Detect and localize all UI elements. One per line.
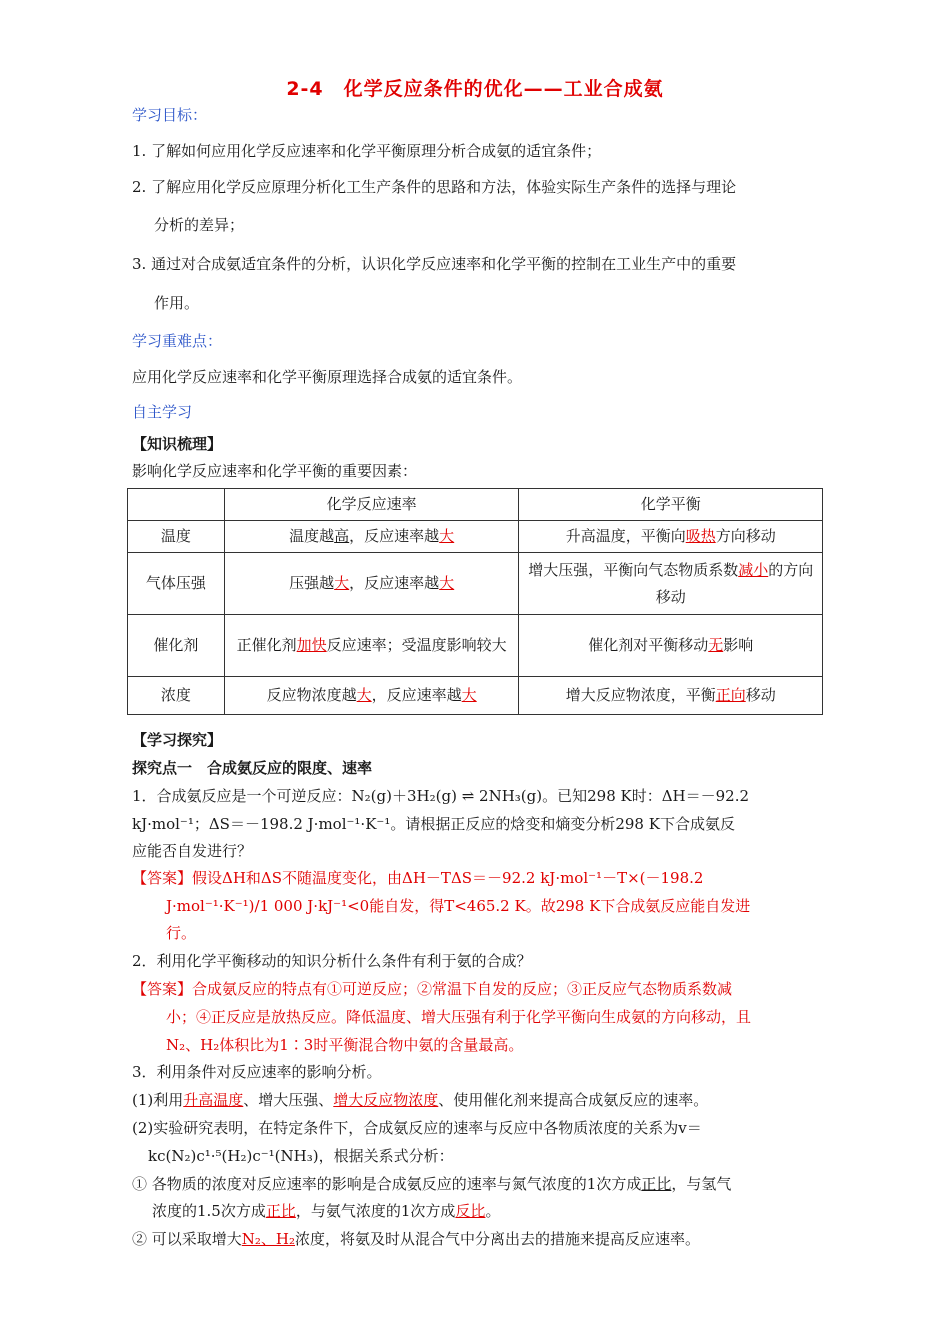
factor-cell: 温度	[128, 521, 225, 553]
table-row	[128, 553, 823, 615]
answer-1-cont: J·mol⁻¹·K⁻¹)/1 000 J·kJ⁻¹<0能自发，得T<465.2 K。故298 K下合成氨反应能自发进	[166, 897, 751, 915]
objective-3: 3. 通过对合成氨适宜条件的分析，认识化学反应速率和化学平衡的控制在工业生产中的重要	[132, 255, 737, 273]
answer-2: 【答案】合成氨反应的特点有①可逆反应；②常温下自发的反应；③正反应气态物质系数减	[132, 980, 733, 998]
answer-2-cont: N₂、H₂体积比为1∶3时平衡混合物中氨的含量最高。	[166, 1036, 524, 1054]
table-header-row	[128, 489, 823, 521]
knowledge-heading: 【知识梳理】	[132, 435, 223, 453]
answer-1-cont: 行。	[166, 924, 197, 942]
rate-cell: 压强越大，反应速率越大	[224, 553, 519, 615]
factor-cell: 催化剂	[128, 615, 225, 677]
table-intro: 影响化学反应速率和化学平衡的重要因素：	[132, 462, 418, 480]
conclusion-1-cont: 浓度的1.5次方成正比，与氨气浓度的1次方成反比。	[152, 1202, 501, 1220]
question-1-cont: kJ·mol⁻¹；ΔS＝－198.2 J·mol⁻¹·K⁻¹。请根据正反应的焓变和熵变分析298 K下合成氨反	[132, 815, 735, 833]
table-row	[128, 615, 823, 677]
answer-1: 【答案】假设ΔH和ΔS不随温度变化，由ΔH－TΔS＝－92.2 kJ·mol⁻¹－T×(－198.2	[132, 869, 704, 887]
table-header-cell	[128, 489, 225, 521]
objective-2-cont: 分析的差异；	[154, 216, 245, 234]
objectives-heading: 学习目标：	[132, 106, 208, 124]
question-3-2: (2)实验研究表明，在特定条件下，合成氨反应的速率与反应中各物质浓度的关系为v＝	[132, 1119, 702, 1137]
factor-cell: 气体压强	[128, 553, 225, 615]
rate-cell: 反应物浓度越大，反应速率越大	[224, 677, 519, 715]
conclusion-2: ② 可以采取增大N₂、H₂浓度，将氨及时从混合气中分离出去的措施来提高反应速率。	[132, 1230, 701, 1248]
question-2: 2．利用化学平衡移动的知识分析什么条件有利于氨的合成？	[132, 952, 532, 970]
table-row	[128, 677, 823, 715]
keypoints-text: 应用化学反应速率和化学平衡原理选择合成氨的适宜条件。	[132, 368, 523, 386]
equilibrium-cell: 增大压强，平衡向气态物质系数减小的方向移动	[519, 553, 823, 615]
equilibrium-cell: 增大反应物浓度，平衡正向移动	[519, 677, 823, 715]
objective-3-cont: 作用。	[154, 294, 200, 312]
factor-cell: 浓度	[128, 677, 225, 715]
table-header-cell: 化学反应速率	[224, 489, 519, 521]
question-3-1: (1)利用升高温度、增大压强、增大反应物浓度、使用催化剂来提高合成氨反应的速率。	[132, 1091, 709, 1109]
objective-2: 2. 了解应用化学反应原理分析化工生产条件的思路和方法，体验实际生产条件的选择与理论	[132, 178, 737, 196]
rate-cell: 温度越高，反应速率越大	[224, 521, 519, 553]
conclusion-1: ① 各物质的浓度对反应速率的影响是合成氨反应的速率与氮气浓度的1次方成正比，与氢气	[132, 1175, 732, 1193]
explore-point-1: 探究点一 合成氨反应的限度、速率	[132, 759, 373, 777]
equilibrium-cell: 催化剂对平衡移动无影响	[519, 615, 823, 677]
question-1: 1．合成氨反应是一个可逆反应：N₂(g)＋3H₂(g) ⇌ 2NH₃(g)。已知298 K时：ΔH＝－92.2	[132, 787, 750, 805]
question-1-cont: 应能否自发进行？	[132, 842, 253, 860]
equilibrium-cell: 升高温度，平衡向吸热方向移动	[519, 521, 823, 553]
self-study-heading: 自主学习	[132, 403, 193, 421]
question-3: 3．利用条件对反应速率的影响分析。	[132, 1063, 382, 1081]
answer-2-cont: 小；④正反应是放热反应。降低温度、增大压强有利于化学平衡向生成氨的方向移动，且	[166, 1008, 752, 1026]
objective-1: 1. 了解如何应用化学反应速率和化学平衡原理分析合成氨的适宜条件；	[132, 142, 602, 160]
table-row	[128, 521, 823, 553]
question-3-2-cont: kc(N₂)c¹·⁵(H₂)c⁻¹(NH₃)，根据关系式分析：	[148, 1147, 454, 1165]
explore-heading: 【学习探究】	[132, 731, 223, 749]
page-title: 2-4 化学反应条件的优化——工业合成氨	[286, 78, 664, 100]
factors-table	[127, 488, 823, 715]
rate-cell: 正催化剂加快反应速率；受温度影响较大	[224, 615, 519, 677]
keypoints-heading: 学习重难点：	[132, 332, 223, 350]
table-header-cell: 化学平衡	[519, 489, 823, 521]
